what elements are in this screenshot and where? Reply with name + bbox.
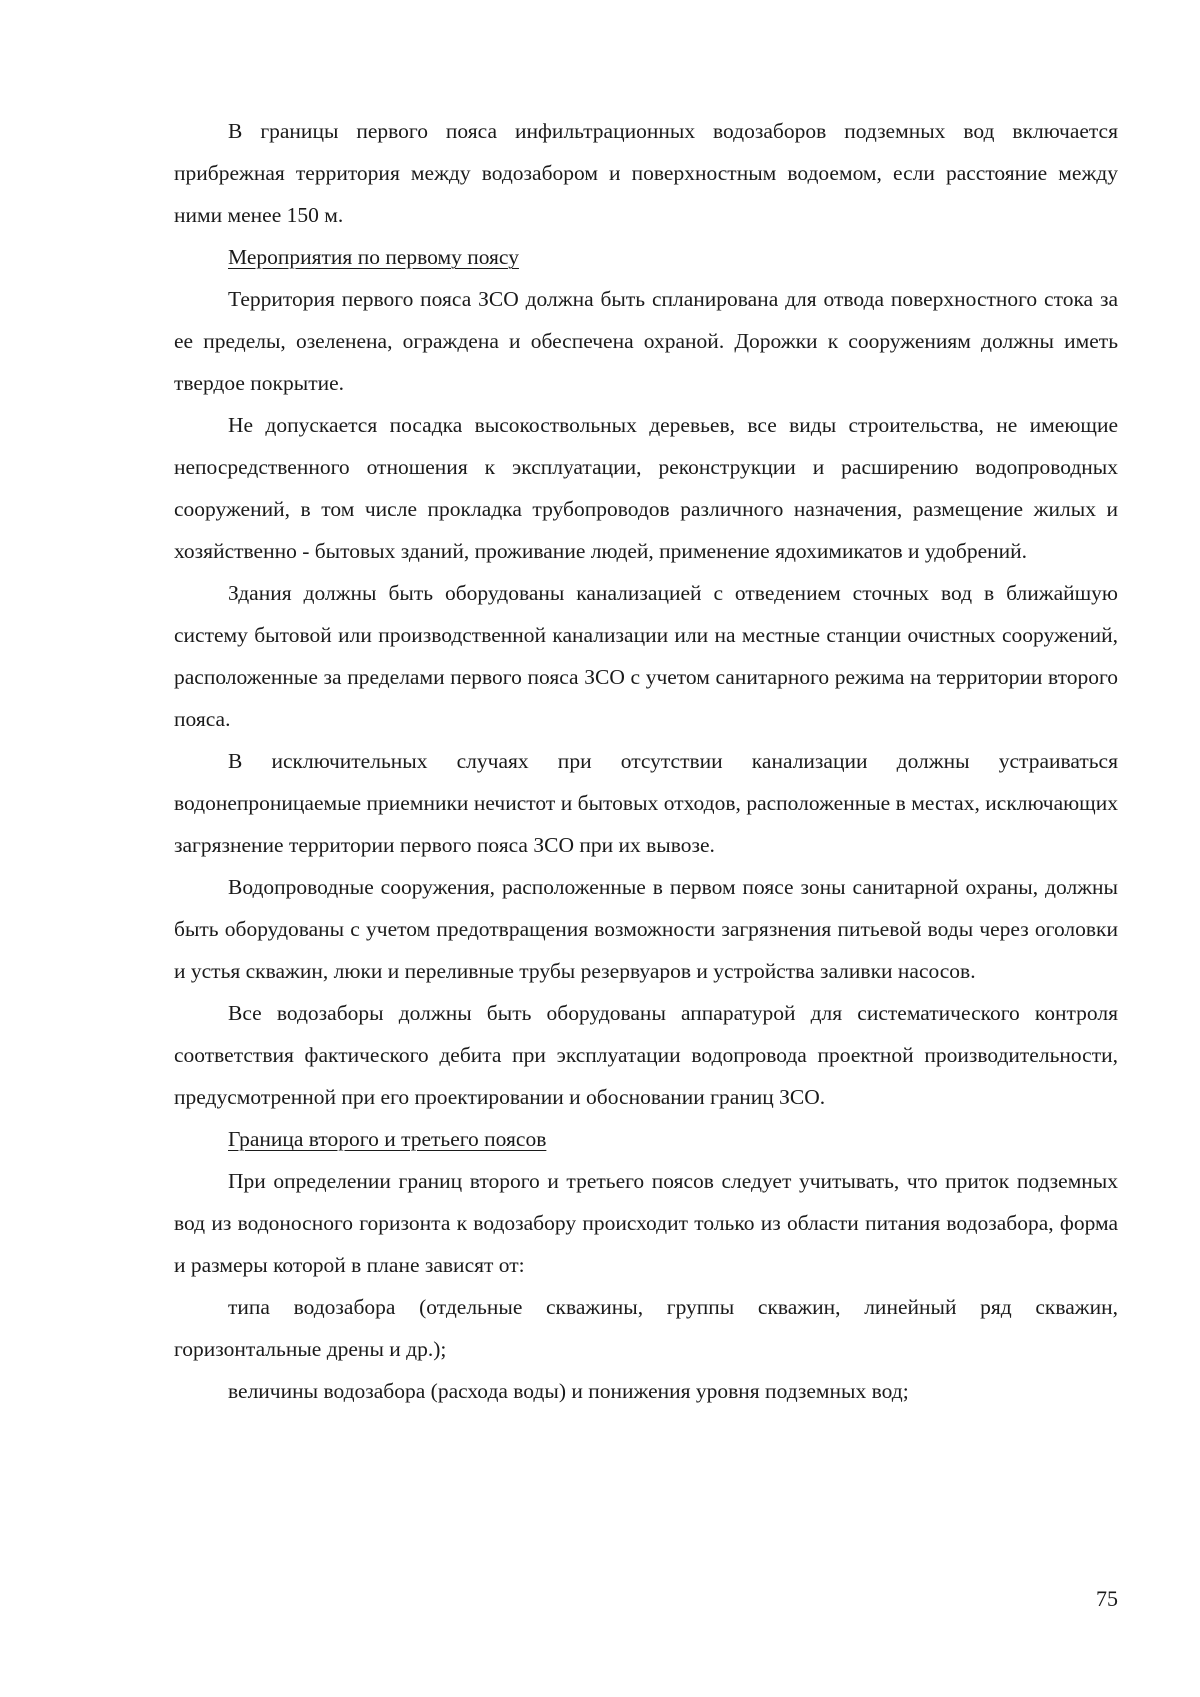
- paragraph-list-item-intake-type: типа водозабора (отдельные скважины, группы скважин, линейный ряд скважин, горизонтальные дрены и др.);: [174, 1295, 1118, 1361]
- paragraph-monitoring-equipment: Все водозаборы должны быть оборудованы аппаратурой для систематического контроля соответствия фактического дебита при эксплуатации водопровода проектной производительности, предусмотренной при его проектировании и обосновании границ ЗСО.: [174, 1001, 1118, 1109]
- paragraph-list-item-intake-volume: величины водозабора (расхода воды) и понижения уровня подземных вод;: [228, 1379, 909, 1403]
- page-number: 75: [1096, 1586, 1118, 1611]
- paragraph-infiltration-intakes: В границы первого пояса инфильтрационных водозаборов подземных вод включается прибрежная территория между водозабором и поверхностным водоемом, если расстояние между ними менее 150 м.: [174, 119, 1118, 227]
- paragraph-exceptional-cases: В исключительных случаях при отсутствии канализации должны устраиваться водонепроницаемые приемники нечистот и бытовых отходов, расположенные в местах, исключающих загрязнение территории первого пояса ЗСО при их вывозе.: [174, 749, 1118, 857]
- paragraph-prohibitions: Не допускается посадка высокоствольных деревьев, все виды строительства, не имеющие непосредственного отношения к эксплуатации, реконструкции и расширению водопроводных сооружений, в том числе прокладка трубопроводов различного назначения, размещение жилых и хозяйственно - бытовых зданий, проживание людей, применение ядохимикатов и удобрений.: [174, 413, 1118, 563]
- document-body: [174, 110, 1118, 1412]
- paragraph-sewerage: Здания должны быть оборудованы канализацией с отведением сточных вод в ближайшую систему бытовой или производственной канализации или на местные станции очистных сооружений, расположенные за пределами первого пояса ЗСО с учетом санитарного режима на территории второго пояса.: [174, 581, 1118, 731]
- section-heading-first-zone-measures: Мероприятия по первому поясу: [228, 245, 519, 269]
- section-heading-second-third-zones: Граница второго и третьего поясов: [228, 1127, 547, 1151]
- paragraph-zone-boundaries: При определении границ второго и третьего поясов следует учитывать, что приток подземных вод из водоносного горизонта к водозабору происходит только из области питания водозабора, форма и размеры которой в плане зависят от:: [174, 1169, 1118, 1277]
- paragraph-water-structures: Водопроводные сооружения, расположенные в первом поясе зоны санитарной охраны, должны быть оборудованы с учетом предотвращения возможности загрязнения питьевой воды через оголовки и устья скважин, люки и переливные трубы резервуаров и устройства заливки насосов.: [174, 875, 1118, 983]
- paragraph-territory-planning: Территория первого пояса ЗСО должна быть спланирована для отвода поверхностного стока за ее пределы, озеленена, ограждена и обеспечена охраной. Дорожки к сооружениям должны иметь твердое покрытие.: [174, 287, 1118, 395]
